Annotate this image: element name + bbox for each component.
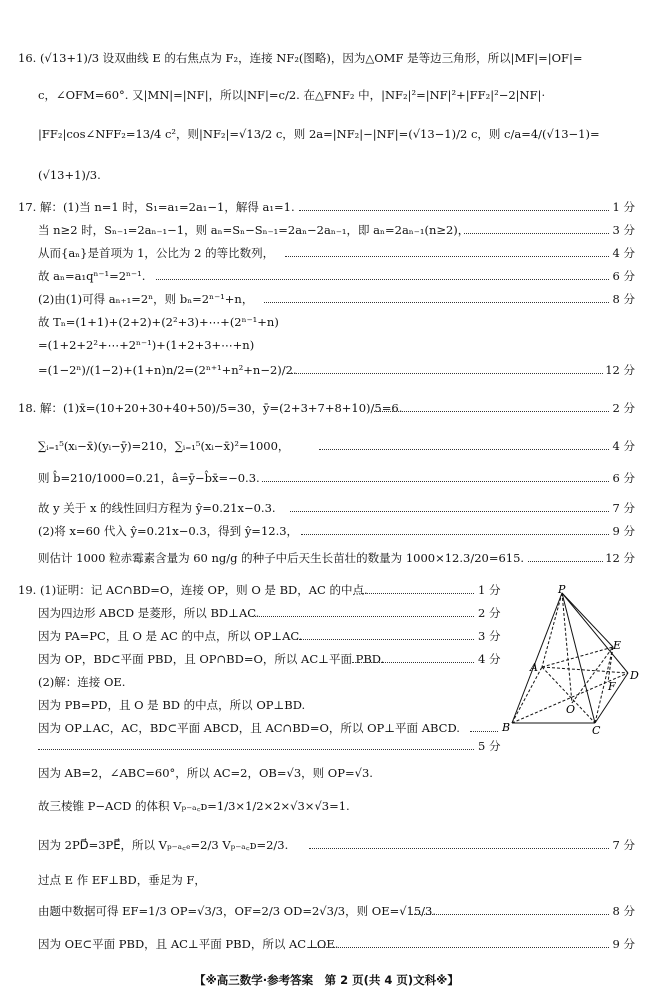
- score-label: 9 分: [612, 937, 635, 951]
- score-label: 8 分: [612, 904, 635, 918]
- score-label: 7 分: [612, 838, 635, 852]
- page-footer: 【※高三数学·参考答案 第 2 页(共 4 页)文科※】: [194, 973, 459, 987]
- dot-leader: [309, 848, 609, 849]
- text-line: c，∠OFM=60°. 又|MN|=|NF|，所以|NF|=c/2. 在△FNF₂ 中，|NF₂|²=|NF|²+|FF₂|²−2|NF|·: [38, 88, 546, 102]
- dot-leader: [528, 561, 603, 562]
- score-label: 4 分: [612, 246, 635, 260]
- dot-leader: [315, 947, 609, 948]
- score-label: 5 分: [478, 739, 501, 753]
- text-line: 故 Tₙ=(1+1)+(2+2)+(2²+3)+⋯+(2ⁿ⁻¹+n): [38, 315, 279, 329]
- text-line: 因为 OE⊂平面 PBD，且 AC⊥平面 PBD，所以 AC⊥OE.: [38, 937, 339, 951]
- text-line: 从而{aₙ}是首项为 1，公比为 2 的等比数列，: [38, 246, 275, 260]
- label-c: C: [592, 724, 601, 735]
- dot-leader: [264, 302, 609, 303]
- score-label: 12 分: [605, 363, 635, 377]
- score-label: 6 分: [612, 471, 635, 485]
- dot-leader: [352, 662, 474, 663]
- text-line: 故 aₙ=a₁qⁿ⁻¹=2ⁿ⁻¹.: [38, 269, 146, 283]
- text-line: 因为 PA=PC，且 O 是 AC 的中点，所以 OP⊥AC.: [38, 629, 303, 643]
- score-label: 1 分: [612, 200, 635, 214]
- text-line: =(1+2+2²+⋯+2ⁿ⁻¹)+(1+2+3+⋯+n): [38, 338, 255, 352]
- label-a: A: [530, 661, 538, 674]
- dot-leader: [361, 593, 474, 594]
- dot-leader: [252, 616, 474, 617]
- text-line: 故三棱锥 P−ACD 的体积 Vₚ₋ₐ꜀ᴅ=1/3×1/2×2×√3×√3=1.: [38, 799, 350, 813]
- label-f: F: [608, 680, 616, 693]
- score-label: 2 分: [612, 401, 635, 415]
- text-line: (2)由(1)可得 aₙ₊₁=2ⁿ，则 bₙ=2ⁿ⁻¹+n，: [38, 292, 254, 306]
- text-line: 16. (√13+1)/3 设双曲线 E 的右焦点为 F₂，连接 NF₂(图略)，因为△OMF 是等边三角形，所以|MF|=|OF|=: [18, 51, 583, 65]
- dot-leader: [156, 279, 609, 280]
- text-line: (√13+1)/3.: [38, 168, 101, 182]
- score-label: 9 分: [612, 524, 635, 538]
- dot-leader: [470, 731, 498, 732]
- dot-leader: [297, 639, 475, 640]
- pyramid-figure: [500, 585, 650, 735]
- dot-leader: [299, 210, 609, 211]
- text-line: 当 n≥2 时，Sₙ₋₁=2aₙ₋₁−1，则 aₙ=Sₙ−Sₙ₋₁=2aₙ−2aₙ₋₁，即 aₙ=2aₙ₋₁(n≥2)，: [38, 223, 470, 237]
- text-line: 由题中数据可得 EF=1/3 OP=√3/3，OF=2/3 OD=2√3/3，则 OE=√15/3.: [38, 904, 437, 918]
- score-label: 8 分: [612, 292, 635, 306]
- dot-leader: [290, 373, 603, 374]
- text-line: 18. 解：(1)x̄=(10+20+30+40+50)/5=30，ȳ=(2+3+7+8+10)/5=6.: [18, 401, 403, 415]
- score-label: 12 分: [605, 551, 635, 565]
- score-label: 6 分: [612, 269, 635, 283]
- text-line: 则估计 1000 粒赤霉素含量为 60 ng/g 的种子中后天生长苗壮的数量为 1000×12.3/20=615.: [38, 551, 525, 565]
- text-line: 17. 解：(1)当 n=1 时，S₁=a₁=2a₁−1，解得 a₁=1.: [18, 200, 295, 214]
- text-line: |FF₂|cos∠NFF₂=13/4 c²，则|NF₂|=√13/2 c，则 2a=|NF₂|−|NF|=(√13−1)/2 c，则 c/a=4/(√13−1)=: [38, 127, 600, 141]
- score-label: 4 分: [478, 652, 501, 666]
- label-e: E: [613, 639, 622, 652]
- label-p: P: [558, 585, 566, 596]
- text-line: (2)解：连接 OE.: [38, 675, 126, 689]
- score-label: 3 分: [478, 629, 501, 643]
- text-line: 故 y 关于 x 的线性回归方程为 ŷ=0.21x−0.3.: [38, 501, 276, 515]
- text-line: 因为 PB=PD，且 O 是 BD 的中点，所以 OP⊥BD.: [38, 698, 306, 712]
- label-o: O: [566, 703, 576, 716]
- text-line: =(1−2ⁿ)/(1−2)+(1+n)n/2=(2ⁿ⁺¹+n²+n−2)/2.: [38, 363, 297, 377]
- dot-leader: [374, 411, 610, 412]
- dot-leader: [262, 481, 609, 482]
- text-line: 则 b̂=210/1000=0.21，â=ȳ−b̂x̄=−0.3.: [38, 471, 260, 485]
- text-line: (2)将 x=60 代入 ŷ=0.21x−0.3，得到 ŷ=12.3，: [38, 524, 299, 538]
- dot-leader: [38, 749, 474, 750]
- dot-leader: [464, 233, 609, 234]
- score-label: 3 分: [612, 223, 635, 237]
- text-line: 因为 OP⊥AC，AC，BD⊂平面 ABCD，且 AC∩BD=O，所以 OP⊥平面 ABCD.: [38, 721, 460, 735]
- dot-leader: [301, 534, 609, 535]
- label-d: D: [630, 669, 639, 682]
- text-line: 因为 AB=2，∠ABC=60°，所以 AC=2，OB=√3，则 OP=√3.: [38, 766, 373, 780]
- text-line: ∑ᵢ₌₁⁵(xᵢ−x̄)(yᵢ−ȳ)=210，∑ᵢ₌₁⁵(xᵢ−x̄)²=1000，: [38, 439, 290, 453]
- text-line: 因为四边形 ABCD 是菱形，所以 BD⊥AC.: [38, 606, 260, 620]
- dot-leader: [411, 914, 609, 915]
- text-line: 过点 E 作 EF⊥BD，垂足为 F，: [38, 873, 206, 887]
- score-label: 4 分: [612, 439, 635, 453]
- dot-leader: [285, 256, 609, 257]
- dot-leader: [290, 511, 609, 512]
- text-line: 因为 OP，BD⊂平面 PBD，且 OP∩BD=O，所以 AC⊥平面 PBD.: [38, 652, 385, 666]
- score-label: 7 分: [612, 501, 635, 515]
- score-label: 2 分: [478, 606, 501, 620]
- label-b: B: [502, 721, 511, 734]
- score-label: 1 分: [478, 583, 501, 597]
- dot-leader: [319, 449, 609, 450]
- text-line: 19. (1)证明：记 AC∩BD=O，连接 OP，则 O 是 BD，AC 的中点.: [18, 583, 368, 597]
- text-line: 因为 2PD⃗=3PE⃗，所以 Vₚ₋ₐ꜀ₑ=2/3 Vₚ₋ₐ꜀ᴅ=2/3.: [38, 838, 289, 852]
